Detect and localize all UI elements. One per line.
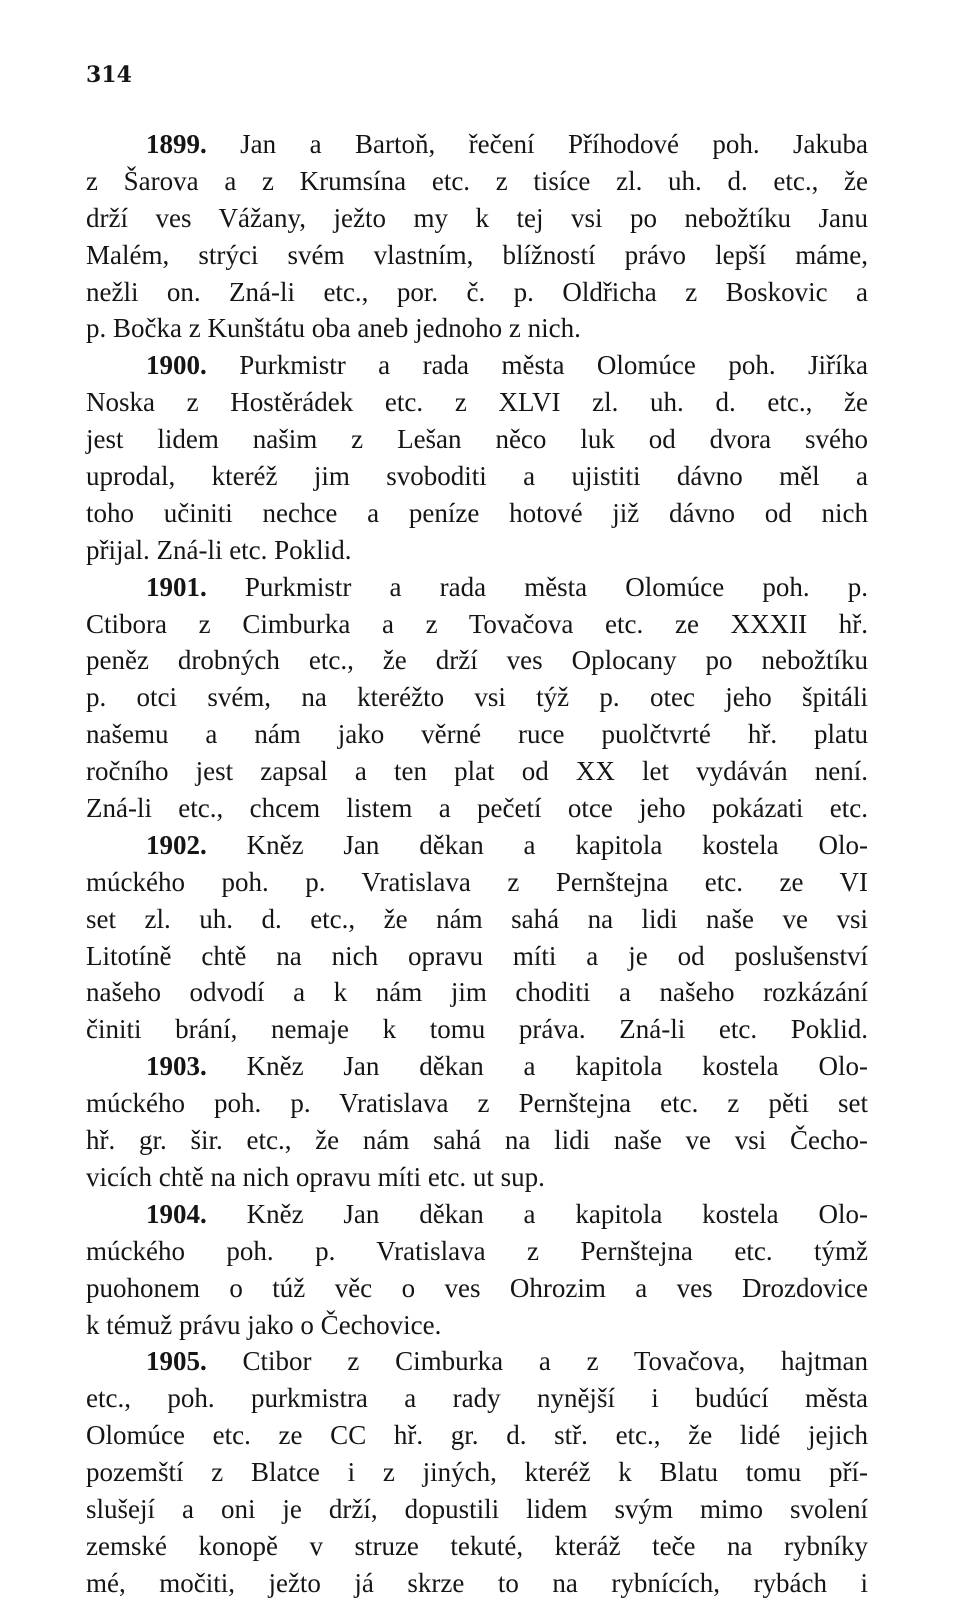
entry-number: 1901. xyxy=(146,571,207,602)
text-line: pozemští z Blatce i z jiných, kteréž k Blatu tomu pří- xyxy=(86,1457,868,1488)
entry-number: 1903. xyxy=(146,1051,207,1082)
text-line: múckého poh. p. Vratislava z Pernštejna etc. z pěti set xyxy=(86,1088,868,1119)
entry-number: 1902. xyxy=(146,829,207,860)
entry-first-line: Kněz Jan děkan a kapitola kostela Olo- xyxy=(246,829,868,860)
text-line: našeho odvodí a k nám jim choditi a našeho rozkázání xyxy=(86,977,868,1008)
text-line xyxy=(86,1343,868,1380)
text-line: hř. gr. šir. etc., že nám sahá na lidi naše ve vsi Čecho- xyxy=(86,1125,868,1156)
entry-number: 1900. xyxy=(146,350,207,381)
text-line: Zná-li etc., chcem listem a pečetí otce jeho pokázati etc. xyxy=(86,793,868,824)
entry-first-line: Kněz Jan děkan a kapitola kostela Olo- xyxy=(246,1198,868,1229)
text-line xyxy=(86,827,868,864)
text-line xyxy=(86,1196,868,1233)
text-line: set zl. uh. d. etc., že nám sahá na lidi naše ve vsi xyxy=(86,903,868,934)
text-line: Olomúce etc. ze CC hř. gr. d. stř. etc., že lidé jejich xyxy=(86,1420,868,1451)
text-line: Malém, strýci svém vlastním, blížností právo lepší máme, xyxy=(86,239,868,270)
text-line: mé, močiti, ježto já skrze to na rybnících, rybách i xyxy=(86,1567,868,1598)
text-line: toho učiniti nechce a peníze hotové již dávno od nich xyxy=(86,497,868,528)
text-line: etc., poh. purkmistra a rady nynější i budúcí města xyxy=(86,1383,868,1414)
text-line: zemské konopě v struze tekuté, kteráž teče na rybníky xyxy=(86,1530,868,1561)
text-line: jest lidem našim z Lešan něco luk od dvora svého xyxy=(86,424,868,455)
text-line: múckého poh. p. Vratislava z Pernštejna etc. týmž xyxy=(86,1235,868,1266)
entry-first-line: Purkmistr a rada města Olomúce poh. Jiříka xyxy=(239,350,869,381)
text-line xyxy=(86,126,868,163)
text-line: ročního jest zapsal a ten plat od XX let vydáván není. xyxy=(86,756,868,787)
text-line: puohonem o túž věc o ves Ohrozim a ves Drozdovice xyxy=(86,1272,868,1303)
text-line: našemu a nám jako věrné ruce puolčtvrté hř. platu xyxy=(86,719,868,750)
text-line: drží ves Vážany, ježto my k tej vsi po nebožtíku Janu xyxy=(86,202,868,233)
entry-first-line: Ctibor z Cimburka a z Tovačova, hajtman xyxy=(242,1346,868,1377)
text-line: vicích chtě na nich opravu míti etc. ut sup. xyxy=(86,1161,545,1192)
text-block xyxy=(86,126,868,1602)
text-line: nežli on. Zná-li etc., por. č. p. Oldřicha z Boskovic a xyxy=(86,276,868,307)
entry-first-line: Kněz Jan děkan a kapitola kostela Olo- xyxy=(246,1051,868,1082)
text-line: p. Bočka z Kunštátu oba aneb jednoho z nich. xyxy=(86,313,581,344)
text-line: slušejí a oni je drží, dopustili lidem svým mimo svolení xyxy=(86,1493,868,1524)
text-line: činiti brání, nemaje k tomu práva. Zná-li etc. Poklid. xyxy=(86,1014,868,1045)
text-line: uprodal, kteréž jim svoboditi a ujistiti dávno měl a xyxy=(86,461,868,492)
text-line: Noska z Hostěrádek etc. z XLVI zl. uh. d. etc., že xyxy=(86,387,868,418)
text-line: múckého poh. p. Vratislava z Pernštejna etc. ze VI xyxy=(86,866,868,897)
text-line: p. otci svém, na kteréžto vsi týž p. otec jeho špitáli xyxy=(86,682,868,713)
page-number: 314 xyxy=(86,62,132,88)
text-line xyxy=(86,347,868,384)
entry-number: 1899. xyxy=(146,129,207,159)
entry-number: 1904. xyxy=(146,1198,207,1229)
text-line: Ctibora z Cimburka a z Tovačova etc. ze XXXII hř. xyxy=(86,608,868,639)
text-line xyxy=(86,1048,868,1085)
entry-first-line: Jan a Bartoň, řečení Příhodové poh. Jakuba xyxy=(240,129,869,159)
text-line xyxy=(86,569,868,606)
entry-first-line: Purkmistr a rada města Olomúce poh. p. xyxy=(244,571,868,602)
entry-number: 1905. xyxy=(146,1346,207,1377)
text-line: peněz drobných etc., že drží ves Oplocany po nebožtíku xyxy=(86,645,868,676)
text-line: Litotíně chtě na nich opravu míti a je od poslušenství xyxy=(86,940,868,971)
text-line: z Šarova a z Krumsína etc. z tisíce zl. uh. d. etc., že xyxy=(86,165,868,196)
text-line: přijal. Zná-li etc. Poklid. xyxy=(86,534,352,565)
text-line: k témuž právu jako o Čechovice. xyxy=(86,1309,442,1340)
